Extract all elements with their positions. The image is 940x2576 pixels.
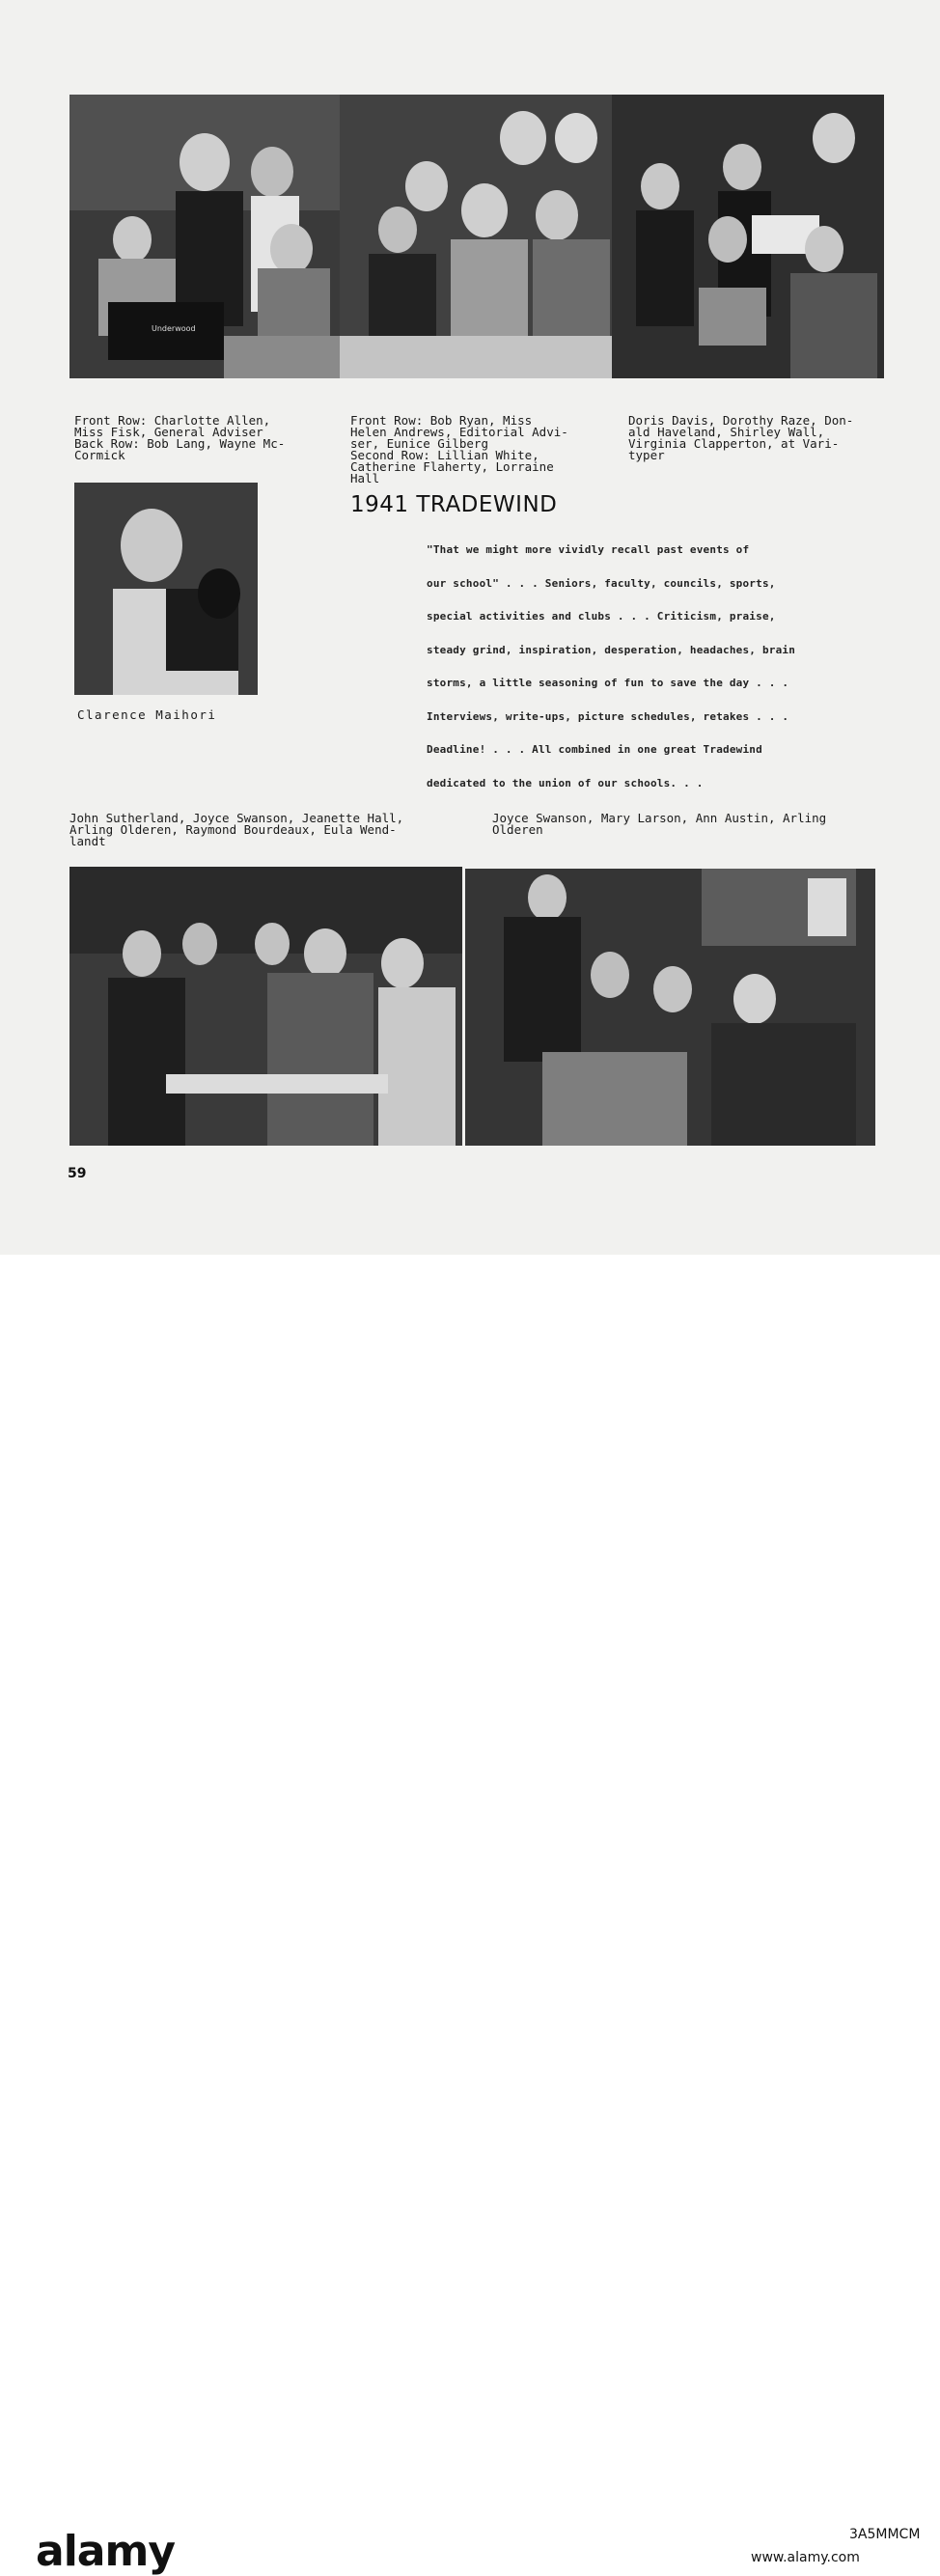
- caption-drafting-group: Joyce Swanson, Mary Larson, Ann Austin, Arling Olderen: [492, 811, 827, 837]
- image-id: 3A5MMCM: [849, 2527, 921, 2542]
- article-line: steady grind, inspiration, desperation, headaches, brain: [427, 643, 796, 656]
- article-body: [427, 534, 885, 800]
- article-line: Deadline! . . . All combined in one great Tradewind: [427, 743, 762, 756]
- photo-drafting-group: [465, 869, 875, 1146]
- photo-varityper: [612, 95, 884, 378]
- caption-varityper: Doris Davis, Dorothy Raze, Don- ald Haveland, Shirley Wall, Virginia Clapperton, at Vari- typer: [628, 413, 854, 462]
- yearbook-page: [0, 0, 940, 1255]
- caption-portrait: Clarence Maihori: [77, 707, 217, 722]
- typewriter-brand-label: Underwood: [152, 324, 196, 333]
- photo-editorial-staff: [340, 95, 612, 378]
- article-line: "That we might more vividly recall past events of: [427, 543, 750, 556]
- watermark-footer: [0, 1255, 940, 2576]
- article-line: our school" . . . Seniors, faculty, councils, sports,: [427, 576, 776, 590]
- article-title: 1941 TRADEWIND: [350, 492, 558, 517]
- caption-advisers: Front Row: Charlotte Allen, Miss Fisk, General Adviser Back Row: Bob Lang, Wayne Mc- Cormick: [74, 413, 286, 462]
- photo-photographer-portrait: [74, 483, 258, 695]
- page-number: 59: [68, 1166, 87, 1181]
- article-line: special activities and clubs . . . Criticism, praise,: [427, 610, 776, 623]
- alamy-logo: alamy: [36, 2527, 175, 2576]
- article-line: Interviews, write-ups, picture schedules, retakes . . .: [427, 709, 789, 723]
- article-line: storms, a little seasoning of fun to save the day . . .: [427, 677, 789, 689]
- photo-layout-group: [69, 867, 462, 1146]
- article-line: dedicated to the union of our schools. . .: [427, 776, 704, 789]
- caption-layout-group: John Sutherland, Joyce Swanson, Jeanette Hall, Arling Olderen, Raymond Bourdeaux, Eula Wend- landt: [69, 811, 404, 848]
- photo-advisers-typewriter: [69, 95, 340, 378]
- image-url: www.alamy.com: [751, 2550, 860, 2565]
- caption-editorial-staff: Front Row: Bob Ryan, Miss Helen Andrews, Editorial Advi- ser, Eunice Gilberg Second Row: Lillian White, Catherine Flaherty, Lorraine Hall: [350, 413, 568, 485]
